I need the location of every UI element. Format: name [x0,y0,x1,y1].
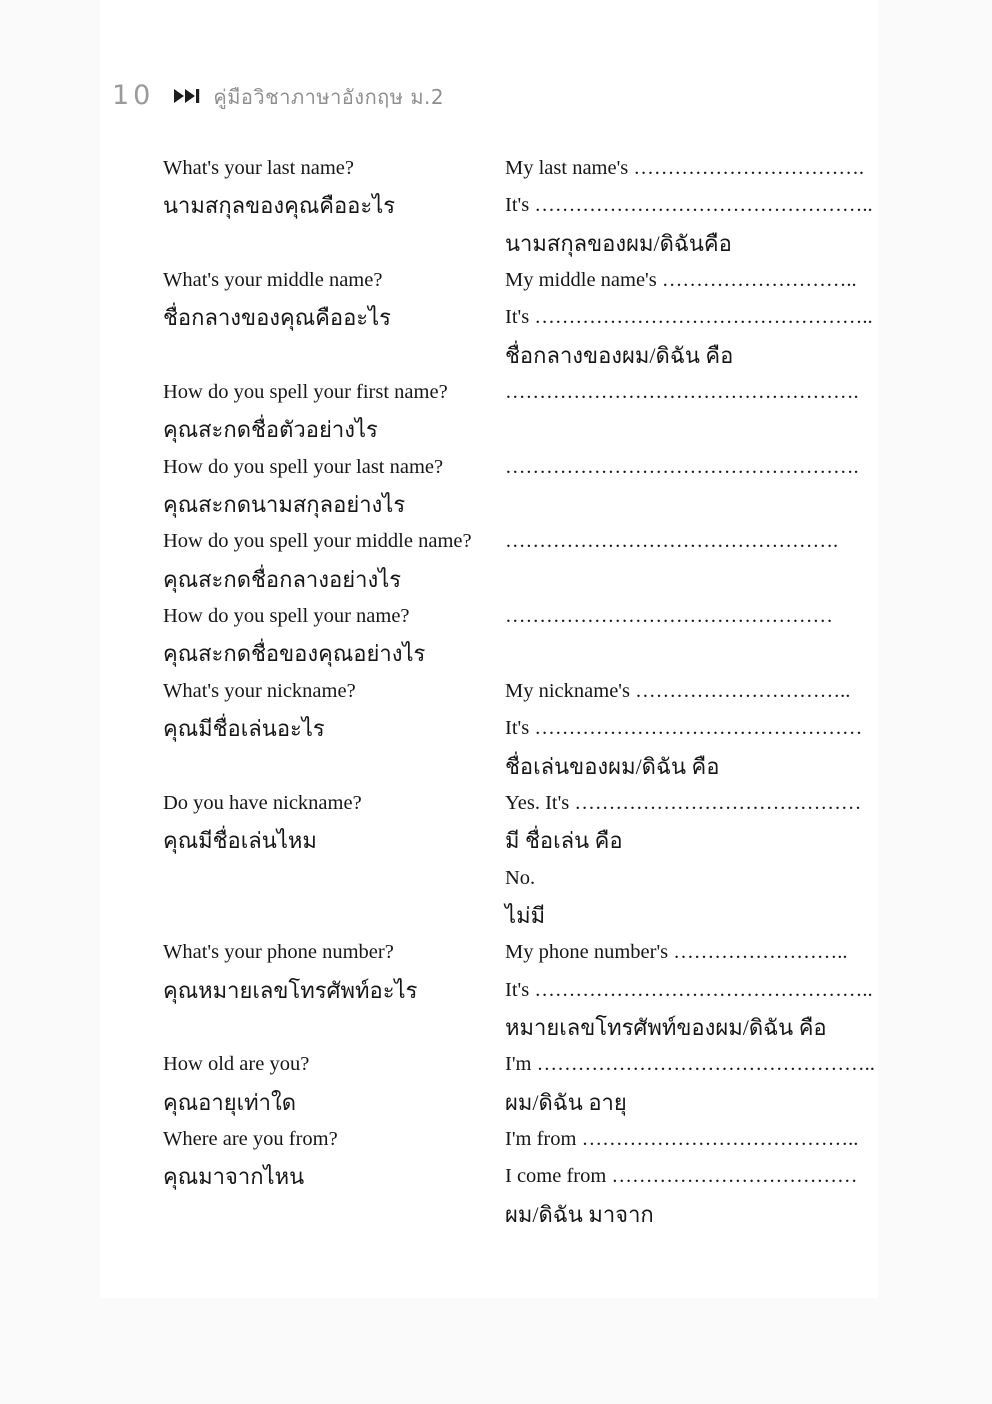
answer-cell [505,411,865,448]
answer-cell [505,635,865,672]
question-cell: What's your last name? [163,157,354,179]
answer-cell: I'm ………………………………………….. [505,1053,875,1076]
question-cell: คุณสะกดชื่อของคุณอย่างไร [163,641,426,667]
question-cell [163,1196,505,1233]
answer-cell: My phone number's …………………….. [505,941,848,964]
phrase-line [163,635,865,672]
question-cell [163,337,505,374]
answer-cell: It's ………………………………………….. [505,306,873,329]
answer-cell: My nickname's ………………………….. [505,679,851,702]
question-cell: คุณสะกดชื่อกลางอย่างไร [163,566,402,592]
question-cell: Where are you from? [163,1127,338,1150]
question-cell: คุณมีชื่อเล่นไหม [163,828,317,854]
phrase-line [163,748,865,785]
page-header [112,82,444,109]
phrase-line [163,411,865,448]
answer-cell [505,561,865,598]
answer-cell: …………………………………………. [505,530,839,553]
question-cell [163,897,505,934]
phrase-line [163,860,865,897]
question-cell [163,1009,505,1046]
phrase-line [163,822,865,859]
phrase-line [163,262,865,299]
answer-cell [505,486,865,523]
phrase-table [163,150,875,1233]
question-cell: What's your middle name? [163,269,383,292]
phrase-line [163,1121,865,1158]
answer-cell: Yes. It's …………………………………… [505,791,862,814]
question-cell: How do you spell your first name? [163,381,448,404]
question-cell [163,860,505,897]
scanned-book-page [100,0,878,1298]
question-cell [163,225,505,262]
question-cell: คุณมีชื่อเล่นอะไร [163,716,325,742]
question-cell: คุณสะกดนามสกุลอย่างไร [163,492,406,518]
answer-cell: ผม/ดิฉัน มาจาก [505,1201,654,1227]
answer-cell: It's ………………………………………….. [505,978,873,1001]
phrase-line [163,187,873,224]
answer-cell: นามสกุลของผม/ดิฉันคือ [505,230,732,256]
phrase-line [163,225,865,262]
page-number: 10 [112,80,155,111]
answer-cell: ชื่อเล่นของผม/ดิฉัน คือ [505,753,720,779]
phrase-line [163,1158,865,1195]
answer-cell: ชื่อกลางของผม/ดิฉัน คือ [505,342,734,368]
answer-cell: หมายเลขโทรศัพท์ของผม/ดิฉัน คือ [505,1014,827,1040]
answer-cell: No. [505,866,536,889]
phrase-line [163,710,865,747]
phrase-line [163,1009,865,1046]
phrase-line [163,1196,865,1233]
phrase-line [163,486,865,523]
phrase-line [163,972,873,1009]
phrase-line [163,449,865,486]
header-title: คู่มือวิชาภาษาอังกฤษ ม.2 [213,84,445,109]
question-cell: นามสกุลของคุณคืออะไร [163,193,396,219]
phrase-line [163,150,865,187]
phrase-line [163,374,865,411]
answer-cell: It's ………………………………………….. [505,194,873,217]
question-cell: คุณสะกดชื่อตัวอย่างไร [163,417,378,443]
question-cell: คุณมาจากไหน [163,1164,305,1190]
phrase-line [163,1046,875,1083]
question-cell: How do you spell your name? [163,605,410,628]
phrase-line [163,1084,865,1121]
question-cell: คุณอายุเท่าใด [163,1089,296,1115]
question-cell: How old are you? [163,1053,310,1076]
answer-cell: It's ………………………………………… [505,717,863,740]
phrase-line [163,299,873,336]
phrase-line [163,785,865,822]
phrase-line [163,934,865,971]
question-cell: How do you spell your middle name? [163,530,472,553]
answer-cell: ผม/ดิฉัน อายุ [505,1089,627,1115]
question-cell: Do you have nickname? [163,791,362,814]
phrase-line [163,897,865,934]
phrase-line [163,523,865,560]
phrase-line [163,561,865,598]
question-cell: How do you spell your last name? [163,455,444,478]
phrase-line [163,673,865,710]
phrase-line [163,337,865,374]
question-cell: What's your phone number? [163,941,394,964]
answer-cell: ……………………………………………. [505,455,859,478]
question-cell: คุณหมายเลขโทรศัพท์อะไร [163,977,418,1003]
question-cell [163,748,505,785]
question-cell: ชื่อกลางของคุณคืออะไร [163,305,392,331]
answer-cell: My middle name's ……………………….. [505,269,857,292]
answer-cell: ……………………………………………. [505,381,859,404]
answer-cell: I come from ……………………………… [505,1165,858,1188]
phrase-line [163,598,865,635]
answer-cell: ………………………………………… [505,605,833,628]
next-track-icon [174,88,200,104]
answer-cell: มี ชื่อเล่น คือ [505,828,623,854]
answer-cell: ไม่มี [505,902,546,928]
question-cell: What's your nickname? [163,679,356,702]
answer-cell: My last name's ……………………………. [505,157,865,179]
answer-cell: I'm from ………………………………….. [505,1127,859,1150]
